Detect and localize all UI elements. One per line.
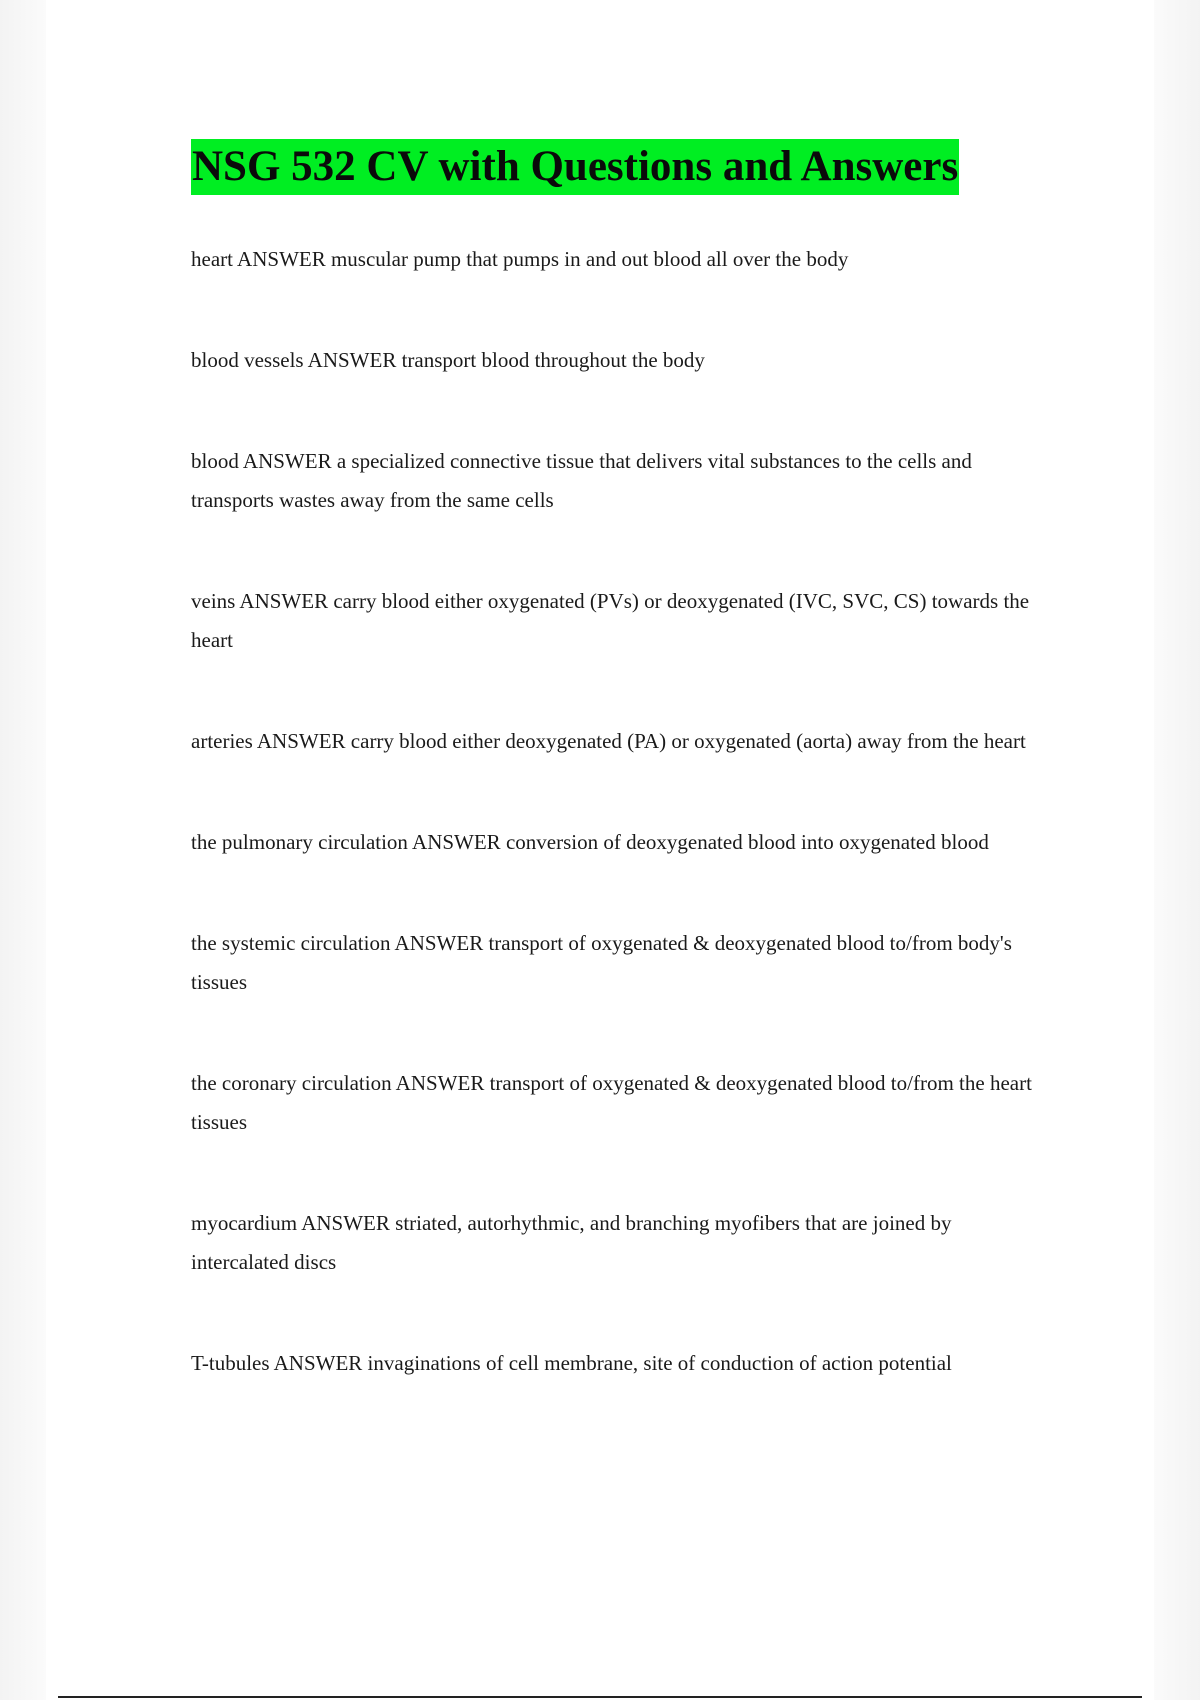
title-container bbox=[191, 139, 959, 195]
page-margin-shade-right bbox=[1154, 0, 1200, 1700]
qa-entry-blood-vessels: blood vessels ANSWER transport blood throughout the body bbox=[191, 348, 705, 372]
qa-entry-myocardium: myocardium ANSWER striated, autorhythmic, and branching myofibers that are joined by intercalated discs bbox=[191, 1211, 952, 1274]
qa-entry-blood: blood ANSWER a specialized connective tissue that delivers vital substances to the cells and transports wastes away from the same cells bbox=[191, 449, 972, 512]
qa-entry-systemic-circulation: the systemic circulation ANSWER transport of oxygenated & deoxygenated blood to/from body's tissues bbox=[191, 931, 1012, 994]
document-title: NSG 532 CV with Questions and Answers bbox=[191, 139, 959, 195]
qa-entry-coronary-circulation: the coronary circulation ANSWER transport of oxygenated & deoxygenated blood to/from the heart tissues bbox=[191, 1071, 1032, 1134]
qa-entry-heart: heart ANSWER muscular pump that pumps in and out blood all over the body bbox=[191, 247, 849, 271]
qa-entry-pulmonary-circulation: the pulmonary circulation ANSWER conversion of deoxygenated blood into oxygenated blood bbox=[191, 830, 989, 854]
qa-entry-t-tubules: T-tubules ANSWER invaginations of cell membrane, site of conduction of action potential bbox=[191, 1351, 952, 1375]
qa-entry-veins: veins ANSWER carry blood either oxygenated (PVs) or deoxygenated (IVC, SVC, CS) towards the heart bbox=[191, 589, 1030, 652]
page-margin-shade-left bbox=[0, 0, 46, 1700]
qa-list bbox=[191, 240, 1041, 1445]
qa-entry-arteries: arteries ANSWER carry blood either deoxygenated (PA) or oxygenated (aorta) away from the heart bbox=[191, 729, 1026, 753]
bottom-divider bbox=[58, 1696, 1142, 1698]
